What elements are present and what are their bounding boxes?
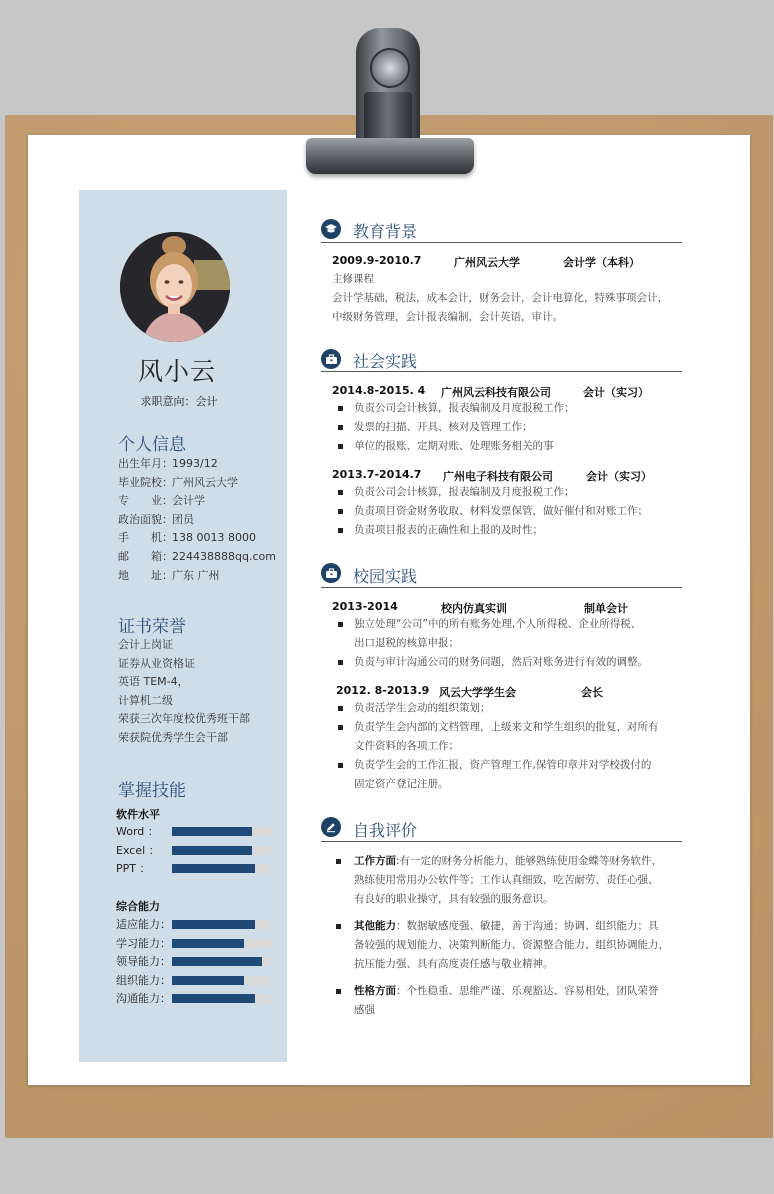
courses-label: 主修课程 — [332, 273, 374, 285]
skill-label: Excel ： — [116, 843, 160, 857]
education-divider — [321, 242, 682, 243]
social-org: 广州风云科技有限公司 — [441, 386, 551, 399]
skill-bar-track — [172, 957, 270, 966]
certificate-item: 会计上岗证 — [118, 638, 173, 651]
personal-info-item — [118, 567, 276, 586]
candidate-name: 风小云 — [137, 357, 216, 386]
campus-bullets — [334, 699, 684, 794]
social-divider — [321, 371, 682, 372]
clip-plate — [306, 138, 474, 174]
job-intent: 求职意向：会计 — [140, 395, 218, 408]
self-eval-title: 自我评价 — [353, 821, 418, 840]
self-eval-item — [332, 982, 692, 1020]
personal-info-item — [118, 529, 276, 548]
clip-ring — [370, 48, 410, 88]
self-eval-head: 其他能力 — [354, 920, 396, 932]
skill-label: 领导能力： — [116, 955, 171, 969]
education-school: 广州风云大学 — [454, 256, 520, 269]
social-role: 会计（实习） — [586, 470, 652, 483]
social-period: 2013.7-2014.7 — [332, 468, 422, 481]
self-eval-text: 抗压能力强、具有高度责任感与敬业精神。 — [354, 958, 554, 970]
certificates-list — [118, 636, 250, 748]
skill-bar-track — [172, 994, 270, 1003]
self-eval-text: :有一定的财务分析能力，能够熟练使用金蝶等财务软件， — [396, 855, 663, 867]
briefcase-icon — [321, 349, 341, 369]
certificate-item: 计算机二级 — [118, 693, 173, 707]
social-bullets — [334, 399, 684, 456]
social-bullet: 单位的报账、定期对账、处理账务相关的事 — [334, 437, 684, 456]
skill-bar-fill — [172, 939, 244, 948]
graduation-cap-icon — [321, 219, 341, 239]
skill-bar-fill — [172, 957, 262, 966]
social-bullet: 发票的扫描、开具、核对及管理工作； — [334, 418, 684, 437]
personal-info-item — [118, 548, 276, 567]
skill-label: 组织能力： — [116, 973, 171, 987]
campus-bullet: 独立处理“公司”中的所有账务处理,个人所得税、企业所得税、 — [334, 615, 684, 634]
campus-bullet: 负责学生会的工作汇报，资产管理工作,保管印章并对学校拨付的 — [334, 756, 684, 775]
courses-line: 会计学基础，税法，成本会计，财务会计，会计电算化，特殊事项会计， — [332, 292, 668, 304]
skill-bar-fill — [172, 846, 252, 855]
personal-info-value: 224438888qq.com — [172, 549, 276, 563]
social-org: 广州电子科技有限公司 — [443, 470, 553, 483]
pencil-icon — [321, 817, 341, 837]
skill-bar-track — [172, 976, 270, 985]
social-bullet: 负责公司会计核算，报表编制及月度报税工作； — [334, 399, 684, 418]
social-role: 会计（实习） — [583, 386, 649, 399]
campus-period: 2013-2014 — [332, 600, 398, 613]
skill-bar-fill — [172, 827, 252, 836]
certificate-item: 证券从业资格证 — [118, 656, 195, 670]
campus-bullet: 固定资产登记注册。 — [354, 778, 449, 790]
campus-bullet: 出口退税的核算申报； — [354, 637, 459, 649]
personal-info-label: 邮 箱： — [118, 549, 173, 563]
campus-role: 会长 — [581, 686, 603, 699]
self-eval-head: 工作方面 — [354, 855, 396, 867]
personal-info-item — [118, 511, 276, 530]
certificate-item: 荣获院优秀学生会干部 — [118, 730, 228, 744]
personal-info-label: 出生年月： — [118, 457, 173, 470]
campus-role: 制单会计 — [584, 602, 628, 615]
software-level-title: 软件水平 — [116, 808, 160, 821]
personal-info-value: 团员 — [172, 512, 194, 526]
skill-bar-fill — [172, 976, 244, 985]
skill-bar-track — [172, 846, 270, 855]
certificates-title: 证书荣誉 — [118, 617, 186, 637]
skill-row — [116, 934, 276, 952]
campus-bullet: 负责与审计沟通公司的财务问题，然后对账务进行有效的调整。 — [334, 653, 684, 672]
self-eval-text: ：个性稳重、思维严谨、乐观豁达、容易相处，团队荣誉 — [396, 985, 659, 997]
skill-label: Word ： — [116, 825, 159, 838]
personal-info-item — [118, 474, 276, 493]
personal-info-list — [118, 455, 276, 585]
personal-info-label: 毕业院校： — [118, 475, 173, 489]
self-eval-list — [332, 852, 692, 1020]
briefcase-icon — [321, 563, 341, 583]
self-eval-divider — [321, 841, 682, 842]
self-eval-text: 备较强的规划能力、决策判断能力、资源整合能力、组织协调能力， — [354, 939, 669, 951]
campus-divider — [321, 587, 682, 588]
personal-info-value: 会计学 — [172, 494, 205, 508]
social-bullets — [334, 483, 684, 540]
clip-neck — [364, 92, 412, 142]
campus-bullet: 文件资料的各项工作； — [354, 740, 459, 752]
skill-row — [116, 989, 276, 1007]
self-eval-item — [332, 852, 692, 909]
skill-bar-fill — [172, 864, 255, 873]
personal-info-value: 广东 广州 — [172, 568, 220, 582]
skill-bar-fill — [172, 920, 255, 929]
self-eval-head: 性格方面 — [354, 985, 396, 997]
self-eval-text: 感强 — [354, 1004, 375, 1016]
self-eval-text: 熟练使用常用办公软件等；工作认真细致，吃苦耐劳、责任心强、 — [354, 874, 659, 886]
personal-info-value: 1993/12 — [172, 457, 218, 470]
skill-label: PPT ： — [116, 862, 151, 876]
skill-row — [116, 859, 276, 877]
skill-bar-track — [172, 864, 270, 873]
skill-row — [116, 915, 276, 933]
skill-row — [116, 822, 276, 840]
skill-label: 沟通能力： — [116, 992, 171, 1006]
courses-line: 中级财务管理，会计报表编制，会计英语，审计。 — [332, 311, 563, 323]
personal-info-item — [118, 492, 276, 511]
campus-bullet: 负责活学生会动的组织策划； — [334, 699, 684, 718]
education-major: 会计学（本科） — [563, 256, 640, 269]
skill-bar-track — [172, 827, 270, 836]
personal-info-value: 广州风云大学 — [172, 475, 238, 489]
skills-title: 掌握技能 — [118, 781, 186, 801]
campus-org: 校内仿真实训 — [441, 602, 507, 615]
personal-info-item — [118, 455, 276, 474]
social-bullet: 负责公司会计核算，报表编制及月度报税工作； — [334, 483, 684, 502]
certificate-item: 荣获三次年度校优秀班干部 — [118, 712, 250, 726]
personal-info-value: 138 0013 8000 — [172, 531, 256, 545]
skill-row — [116, 952, 276, 970]
skill-bar-track — [172, 920, 270, 929]
campus-title: 校园实践 — [353, 567, 418, 586]
skill-row — [116, 841, 276, 859]
social-title: 社会实践 — [353, 352, 418, 371]
campus-period: 2012. 8-2013.9 — [336, 684, 430, 697]
personal-info-label: 政治面貌： — [118, 512, 173, 526]
campus-bullet: 负责学生会内部的文档管理，上级来文和学生组织的批复，对所有 — [334, 718, 684, 737]
personal-info-label: 专 业： — [118, 494, 173, 508]
skill-bar-fill — [172, 994, 255, 1003]
ability-title: 综合能力 — [116, 900, 160, 913]
skill-bar-track — [172, 939, 270, 948]
skill-label: 适应能力： — [116, 918, 171, 931]
education-period: 2009.9-2010.7 — [332, 254, 422, 267]
campus-bullets — [334, 615, 684, 672]
social-bullet: 负责项目资金财务收取、材料发票保管，做好催付和对账工作； — [334, 502, 684, 521]
skill-row — [116, 971, 276, 989]
self-eval-text: ：数据敏感度强、敏捷，善于沟通；协调、组织能力；具 — [396, 920, 659, 932]
personal-info-title: 个人信息 — [118, 435, 186, 455]
self-eval-text: 有良好的职业操守，具有较强的服务意识。 — [354, 893, 554, 905]
avatar — [120, 232, 230, 342]
personal-info-label: 地 址： — [118, 568, 173, 582]
education-title: 教育背景 — [353, 222, 418, 241]
campus-org: 风云大学学生会 — [439, 686, 516, 699]
social-period: 2014.8-2015. 4 — [332, 384, 426, 397]
personal-info-label: 手 机： — [118, 531, 173, 545]
self-eval-item — [332, 917, 692, 974]
skill-label: 学习能力： — [116, 936, 171, 950]
certificate-item: 英语 TEM-4， — [118, 675, 189, 689]
social-bullet: 负责项目报表的正确性和上报的及时性； — [334, 521, 684, 540]
